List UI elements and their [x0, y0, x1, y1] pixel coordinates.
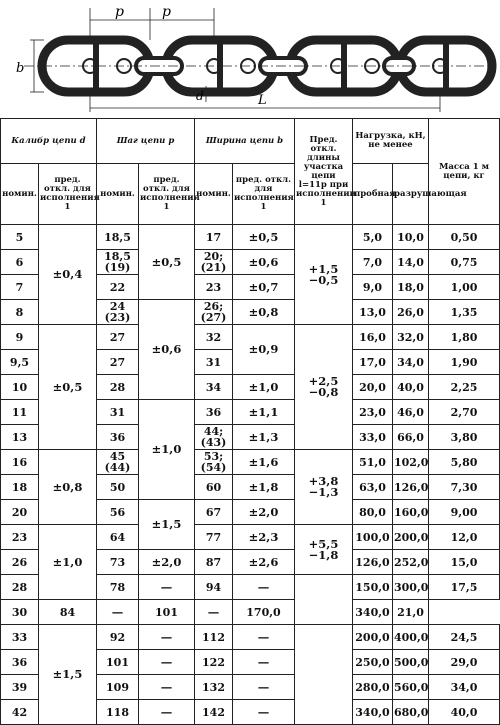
cell-caliber-nominal: 39	[1, 675, 39, 700]
cell-load-proof: 63,0	[353, 475, 393, 500]
cell-load-proof: 20,0	[353, 375, 393, 400]
header-pitch-nominal: номин.	[97, 164, 139, 225]
cell-pitch-nominal: 45 (44)	[97, 450, 139, 475]
cell-pitch-nominal: 50	[97, 475, 139, 500]
cell-pitch-nominal: 118	[97, 700, 139, 725]
cell-caliber-nominal: 9	[1, 325, 39, 350]
header-load-breaking: разрушающая	[393, 164, 429, 225]
cell-pitch-tolerance: —	[139, 650, 195, 675]
header-caliber-nominal: номин.	[1, 164, 39, 225]
cell-caliber-tolerance: ±1,0	[39, 525, 97, 600]
cell-mass: 7,30	[429, 475, 500, 500]
dim-label-b: b	[16, 61, 25, 76]
cell-load-proof: 170,0	[233, 600, 295, 625]
header-load-proof: пробная	[353, 164, 393, 225]
cell-mass: 21,0	[393, 600, 429, 625]
cell-caliber-nominal: 30	[1, 600, 39, 625]
cell-pitch-nominal: 56	[97, 500, 139, 525]
cell-length-tolerance	[295, 625, 353, 725]
cell-pitch-tolerance: ±2,0	[139, 550, 195, 575]
cell-width-tolerance: ±0,7	[233, 275, 295, 300]
cell-width-nominal: 34	[195, 375, 233, 400]
cell-caliber-tolerance: ±1,5	[39, 625, 97, 725]
cell-width-nominal: 23	[195, 275, 233, 300]
cell-pitch-nominal: 78	[97, 575, 139, 600]
cell-load-proof: 80,0	[353, 500, 393, 525]
cell-load-proof: 23,0	[353, 400, 393, 425]
cell-width-nominal: 20; (21)	[195, 250, 233, 275]
cell-caliber-nominal: 9,5	[1, 350, 39, 375]
cell-pitch-tolerance: —	[139, 675, 195, 700]
header-pitch: Шаг цепи p	[97, 119, 195, 164]
cell-mass: 15,0	[429, 550, 500, 575]
cell-load-breaking: 200,0	[393, 525, 429, 550]
cell-pitch-nominal: 92	[97, 625, 139, 650]
cell-caliber-nominal: 18	[1, 475, 39, 500]
dim-label-p1: p	[115, 4, 124, 20]
cell-caliber-nominal: 10	[1, 375, 39, 400]
header-caliber-tolerance: пред. откл. для исполнения 1	[39, 164, 97, 225]
cell-load-proof: 126,0	[353, 550, 393, 575]
cell-load-breaking: 340,0	[353, 600, 393, 625]
cell-caliber-nominal: 13	[1, 425, 39, 450]
cell-pitch-nominal: 31	[97, 400, 139, 425]
cell-load-proof: 33,0	[353, 425, 393, 450]
cell-width-nominal: 60	[195, 475, 233, 500]
cell-load-breaking: 102,0	[393, 450, 429, 475]
cell-caliber-tolerance: ±0,5	[39, 325, 97, 450]
cell-caliber-nominal: 8	[1, 300, 39, 325]
header-width-nominal: номин.	[195, 164, 233, 225]
cell-load-proof: 250,0	[353, 650, 393, 675]
cell-load-breaking: 40,0	[393, 375, 429, 400]
cell-pitch-nominal: 109	[97, 675, 139, 700]
cell-width-tolerance: ±0,8	[233, 300, 295, 325]
cell-mass: 12,0	[429, 525, 500, 550]
cell-width-nominal: 101	[139, 600, 195, 625]
cell-width-tolerance: ±1,3	[233, 425, 295, 450]
cell-mass: 1,90	[429, 350, 500, 375]
header-length-tolerance: Пред. откл. длины участка цепи l=11p при исполнении 1	[295, 119, 353, 225]
cell-width-nominal: 67	[195, 500, 233, 525]
cell-mass: 34,0	[429, 675, 500, 700]
cell-pitch-nominal: 27	[97, 325, 139, 350]
cell-caliber-nominal: 36	[1, 650, 39, 675]
cell-caliber-nominal: 5	[1, 225, 39, 250]
cell-load-proof: 9,0	[353, 275, 393, 300]
cell-width-nominal: 36	[195, 400, 233, 425]
cell-load-breaking: 10,0	[393, 225, 429, 250]
cell-load-breaking: 560,0	[393, 675, 429, 700]
cell-width-nominal: 132	[195, 675, 233, 700]
cell-width-nominal: 53; (54)	[195, 450, 233, 475]
cell-caliber-nominal: 23	[1, 525, 39, 550]
cell-load-breaking: 26,0	[393, 300, 429, 325]
header-load: Нагрузка, кН, не менее	[353, 119, 429, 164]
cell-load-breaking: 500,0	[393, 650, 429, 675]
table-row	[1, 600, 500, 625]
header-caliber: Калибр цепи d	[1, 119, 97, 164]
cell-caliber-nominal: 20	[1, 500, 39, 525]
cell-load-proof: 7,0	[353, 250, 393, 275]
cell-pitch-tolerance: ±1,5	[139, 500, 195, 550]
cell-pitch-tolerance: —	[139, 625, 195, 650]
cell-caliber-nominal: 16	[1, 450, 39, 475]
cell-width-tolerance: ±2,0	[233, 500, 295, 525]
cell-width-nominal: 142	[195, 700, 233, 725]
cell-mass: 9,00	[429, 500, 500, 525]
cell-load-breaking: 252,0	[393, 550, 429, 575]
cell-width-tolerance: ±1,0	[233, 375, 295, 400]
cell-load-breaking: 66,0	[393, 425, 429, 450]
cell-width-tolerance: ±1,6	[233, 450, 295, 475]
cell-pitch-nominal: 18,5	[97, 225, 139, 250]
cell-width-tolerance: —	[233, 625, 295, 650]
chain-specification-table	[0, 118, 500, 725]
cell-length-tolerance: +2,5 −0,8	[295, 325, 353, 450]
cell-pitch-nominal: 64	[97, 525, 139, 550]
cell-pitch-nominal: 36	[97, 425, 139, 450]
cell-load-proof: 280,0	[353, 675, 393, 700]
cell-pitch-tolerance: ±0,6	[139, 300, 195, 400]
cell-mass: 40,0	[429, 700, 500, 725]
header-width: Ширина цепи b	[195, 119, 295, 164]
cell-width-nominal: 44; (43)	[195, 425, 233, 450]
cell-mass: 3,80	[429, 425, 500, 450]
cell-mass: 5,80	[429, 450, 500, 475]
cell-caliber-tolerance: ±0,8	[39, 450, 97, 525]
cell-pitch-nominal: 101	[97, 650, 139, 675]
cell-load-breaking: 34,0	[393, 350, 429, 375]
cell-load-proof: 13,0	[353, 300, 393, 325]
cell-caliber-nominal: 28	[1, 575, 39, 600]
dim-label-p2: p	[162, 4, 171, 20]
table-row	[1, 450, 500, 475]
cell-load-proof: 200,0	[353, 625, 393, 650]
cell-mass: 24,5	[429, 625, 500, 650]
table-row	[1, 525, 500, 550]
chain-diagram	[0, 0, 499, 120]
cell-width-nominal: 122	[195, 650, 233, 675]
cell-pitch-tolerance: ±1,0	[139, 400, 195, 500]
cell-width-tolerance: —	[195, 600, 233, 625]
cell-pitch-tolerance: ±0,5	[139, 225, 195, 300]
cell-width-nominal: 112	[195, 625, 233, 650]
cell-caliber-nominal: 7	[1, 275, 39, 300]
cell-load-breaking: 400,0	[393, 625, 429, 650]
cell-load-breaking: 300,0	[393, 575, 429, 600]
cell-mass: 0,75	[429, 250, 500, 275]
cell-load-proof: 51,0	[353, 450, 393, 475]
cell-mass: 1,00	[429, 275, 500, 300]
cell-width-tolerance: —	[233, 575, 295, 600]
cell-pitch-nominal: 27	[97, 350, 139, 375]
cell-pitch-nominal: 22	[97, 275, 139, 300]
cell-width-tolerance: ±2,3	[233, 525, 295, 550]
cell-load-proof: 150,0	[353, 575, 393, 600]
cell-length-tolerance: +3,8 −1,3	[295, 450, 353, 525]
cell-width-nominal: 31	[195, 350, 233, 375]
cell-width-tolerance: ±0,5	[233, 225, 295, 250]
header-width-tolerance: пред. откл. для исполнения 1	[233, 164, 295, 225]
cell-width-nominal: 17	[195, 225, 233, 250]
cell-caliber-nominal: 33	[1, 625, 39, 650]
header-mass: Масса 1 м цепи, кг	[429, 119, 500, 225]
cell-load-proof: 16,0	[353, 325, 393, 350]
cell-mass: 2,70	[429, 400, 500, 425]
table-body	[1, 225, 500, 725]
cell-width-tolerance: —	[233, 650, 295, 675]
cell-load-breaking: 46,0	[393, 400, 429, 425]
cell-width-nominal: 87	[195, 550, 233, 575]
cell-width-tolerance: ±1,8	[233, 475, 295, 500]
cell-caliber-nominal: 11	[1, 400, 39, 425]
cell-width-tolerance: ±0,9	[233, 325, 295, 375]
cell-mass: 1,35	[429, 300, 500, 325]
cell-load-breaking: 14,0	[393, 250, 429, 275]
cell-pitch-tolerance: —	[139, 700, 195, 725]
cell-width-nominal: 26; (27)	[195, 300, 233, 325]
cell-pitch-nominal: 18,5 (19)	[97, 250, 139, 275]
cell-width-nominal: 94	[195, 575, 233, 600]
cell-mass: 29,0	[429, 650, 500, 675]
table-row	[1, 325, 500, 350]
table-row	[1, 225, 500, 250]
cell-pitch-nominal: 73	[97, 550, 139, 575]
cell-length-tolerance	[295, 575, 353, 625]
cell-width-tolerance: —	[233, 700, 295, 725]
cell-load-proof: 17,0	[353, 350, 393, 375]
cell-width-tolerance: ±0,6	[233, 250, 295, 275]
cell-width-tolerance: ±2,6	[233, 550, 295, 575]
cell-caliber-nominal: 6	[1, 250, 39, 275]
cell-width-nominal: 77	[195, 525, 233, 550]
table-row	[1, 625, 500, 650]
cell-caliber-nominal: 42	[1, 700, 39, 725]
cell-load-breaking: 18,0	[393, 275, 429, 300]
cell-mass: 2,25	[429, 375, 500, 400]
cell-pitch-nominal: 84	[39, 600, 97, 625]
cell-pitch-tolerance: —	[139, 575, 195, 600]
cell-width-nominal: 32	[195, 325, 233, 350]
dim-label-L: L	[258, 93, 267, 108]
cell-pitch-nominal: 28	[97, 375, 139, 400]
cell-load-proof: 5,0	[353, 225, 393, 250]
cell-load-breaking: 126,0	[393, 475, 429, 500]
dim-label-d: d	[196, 89, 204, 103]
cell-pitch-tolerance: —	[97, 600, 139, 625]
header-pitch-tolerance: пред. откл. для исполнения 1	[139, 164, 195, 225]
cell-length-tolerance: +5,5 −1,8	[295, 525, 353, 575]
cell-width-tolerance: ±1,1	[233, 400, 295, 425]
cell-load-breaking: 160,0	[393, 500, 429, 525]
cell-mass: 1,80	[429, 325, 500, 350]
cell-width-tolerance: —	[233, 675, 295, 700]
cell-load-breaking: 680,0	[393, 700, 429, 725]
cell-load-breaking: 32,0	[393, 325, 429, 350]
cell-caliber-tolerance: ±0,4	[39, 225, 97, 325]
cell-mass: 0,50	[429, 225, 500, 250]
cell-load-proof: 340,0	[353, 700, 393, 725]
cell-pitch-nominal: 24 (23)	[97, 300, 139, 325]
cell-length-tolerance: +1,5 −0,5	[295, 225, 353, 325]
cell-caliber-nominal: 26	[1, 550, 39, 575]
cell-mass: 17,5	[429, 575, 500, 600]
cell-load-proof: 100,0	[353, 525, 393, 550]
